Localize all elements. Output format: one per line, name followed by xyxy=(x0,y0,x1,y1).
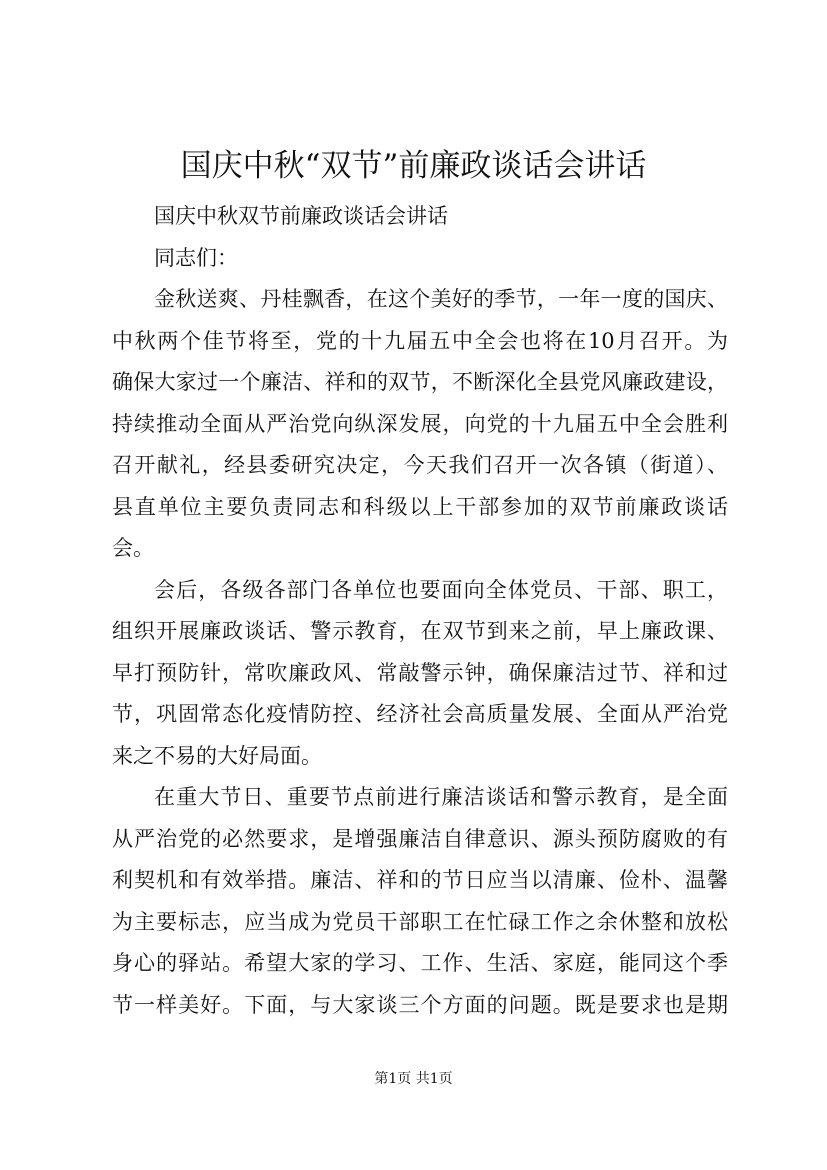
paragraph-line: 金秋送爽、丹桂飘香，在这个美好的季节，一年一度的国庆、 xyxy=(154,287,728,311)
paragraph-line: 节，巩固常态化疫情防控、经济社会高质量发展、全面从严治党 xyxy=(112,702,728,726)
paragraph-line: 来之不易的大好局面。 xyxy=(112,743,322,768)
paragraph-line: 会后，各级各部门各单位也要面向全体党员、干部、职工， xyxy=(154,577,728,602)
paragraph-line: 为主要标志，应当成为党员干部职工在忙碌工作之余休整和放松 xyxy=(112,909,728,934)
paragraph-line: 县直单位主要负责同志和科级以上干部参加的双节前廉政谈话 xyxy=(112,494,728,519)
paragraph-line: 会。 xyxy=(112,536,154,560)
greeting: 同志们： xyxy=(154,245,238,270)
paragraph-line: 中秋两个佳节将至，党的十九届五中全会也将在10月召开。为 xyxy=(112,328,728,353)
paragraph-line: 在重大节日、重要节点前进行廉洁谈话和警示教育，是全面 xyxy=(154,785,728,809)
page-footer xyxy=(0,1069,827,1089)
paragraph-3 xyxy=(112,777,728,1026)
paragraph-line: 从严治党的必然要求，是增强廉洁自律意识、源头预防腐败的有 xyxy=(112,826,728,851)
paragraph-line: 组织开展廉政谈话、警示教育，在双节到来之前，早上廉政课、 xyxy=(112,619,728,643)
paragraph-1 xyxy=(112,279,728,570)
paragraph-line: 早打预防针，常吹廉政风、常敲警示钟，确保廉洁过节、祥和过 xyxy=(112,660,728,685)
page-number: 第1页 共1页 xyxy=(374,1071,453,1087)
paragraph-line: 利契机和有效举措。廉洁、祥和的节日应当以清廉、俭朴、温馨 xyxy=(112,868,728,892)
paragraph-line: 身心的驿站。希望大家的学习、工作、生活、家庭，能同这个季 xyxy=(112,951,728,975)
paragraph-2 xyxy=(112,570,728,778)
paragraph-line: 确保大家过一个廉洁、祥和的双节，不断深化全县党风廉政建设， xyxy=(112,370,728,394)
document-title: 国庆中秋“双节”前廉政谈话会讲话 xyxy=(180,148,647,184)
document-body xyxy=(112,196,728,1026)
paragraph-line: 召开献礼，经县委研究决定，今天我们召开一次各镇（街道）、 xyxy=(112,453,728,477)
paragraph-line: 持续推动全面从严治党向纵深发展，向党的十九届五中全会胜利 xyxy=(112,411,728,436)
document-subtitle: 国庆中秋双节前廉政谈话会讲话 xyxy=(154,204,448,228)
paragraph-line: 节一样美好。下面，与大家谈三个方面的问题。既是要求也是期 xyxy=(112,992,728,1017)
